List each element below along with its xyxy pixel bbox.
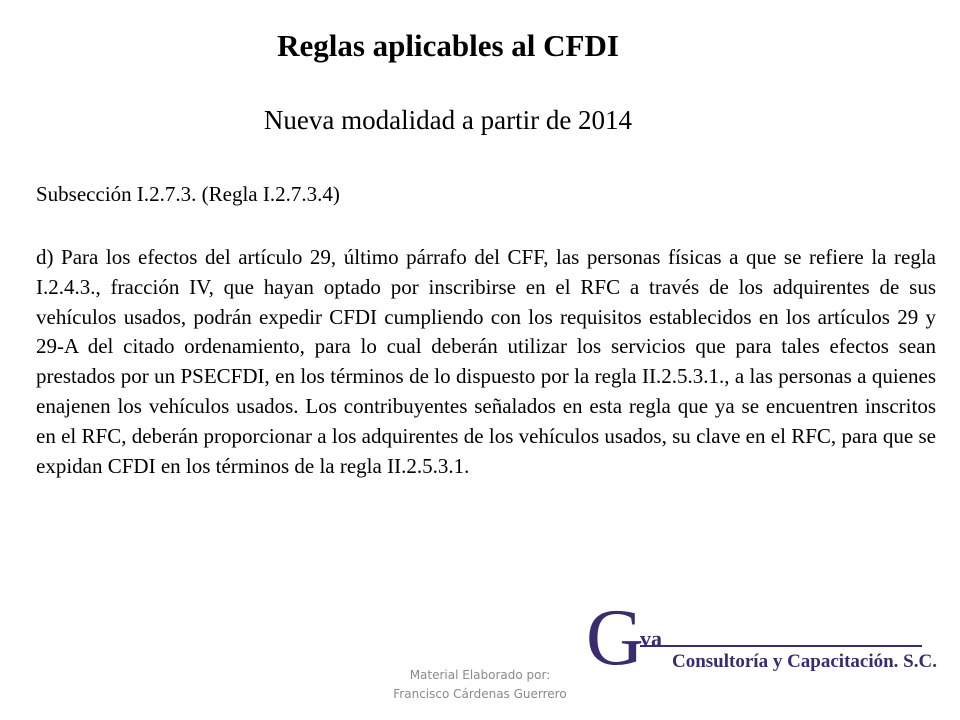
footer-line-1: Material Elaborado por:: [409, 668, 551, 682]
company-logo: [580, 594, 937, 690]
subsection-heading: Subsección I.2.7.3. (Regla I.2.7.3.4): [36, 182, 340, 206]
slide-subtitle: Nueva modalidad a partir de 2014: [263, 105, 633, 135]
rule-paragraph: d) Para los efectos del artículo 29, último párrafo del CFF, las personas físicas a que se refiere la regla I.2.4.3., fracción IV, que hayan optado por inscribirse en el RFC a través de los adquirentes de sus vehículos usados, podrán expedir CFDI cumpliendo con los requisitos establecidos en los artículos 29 y 29-A del citado ordenamiento, para lo cual deberán utilizar los servicios que para tales efectos sean prestados por un PSECFDI, en los términos de lo dispuesto por la regla II.2.5.3.1., a las personas a quienes enajenen los vehículos usados. Los contribuyentes señalados en esta regla que ya se encuentren inscritos en el RFC, deberán proporcionar a los adquirentes de los vehículos usados, su clave en el RFC, para que se expidan CFDI en los términos de la regla II.2.5.3.1.: [36, 245, 936, 478]
footer-line-2: Francisco Cárdenas Guerrero: [393, 687, 567, 701]
logo-letters-va: va: [640, 626, 662, 651]
slide-title: Reglas aplicables al CFDI: [277, 28, 619, 63]
logo-tagline: Consultoría y Capacitación. S.C.: [672, 651, 937, 672]
footer-credit: [370, 666, 590, 704]
logo-letter-g: G: [586, 594, 644, 682]
